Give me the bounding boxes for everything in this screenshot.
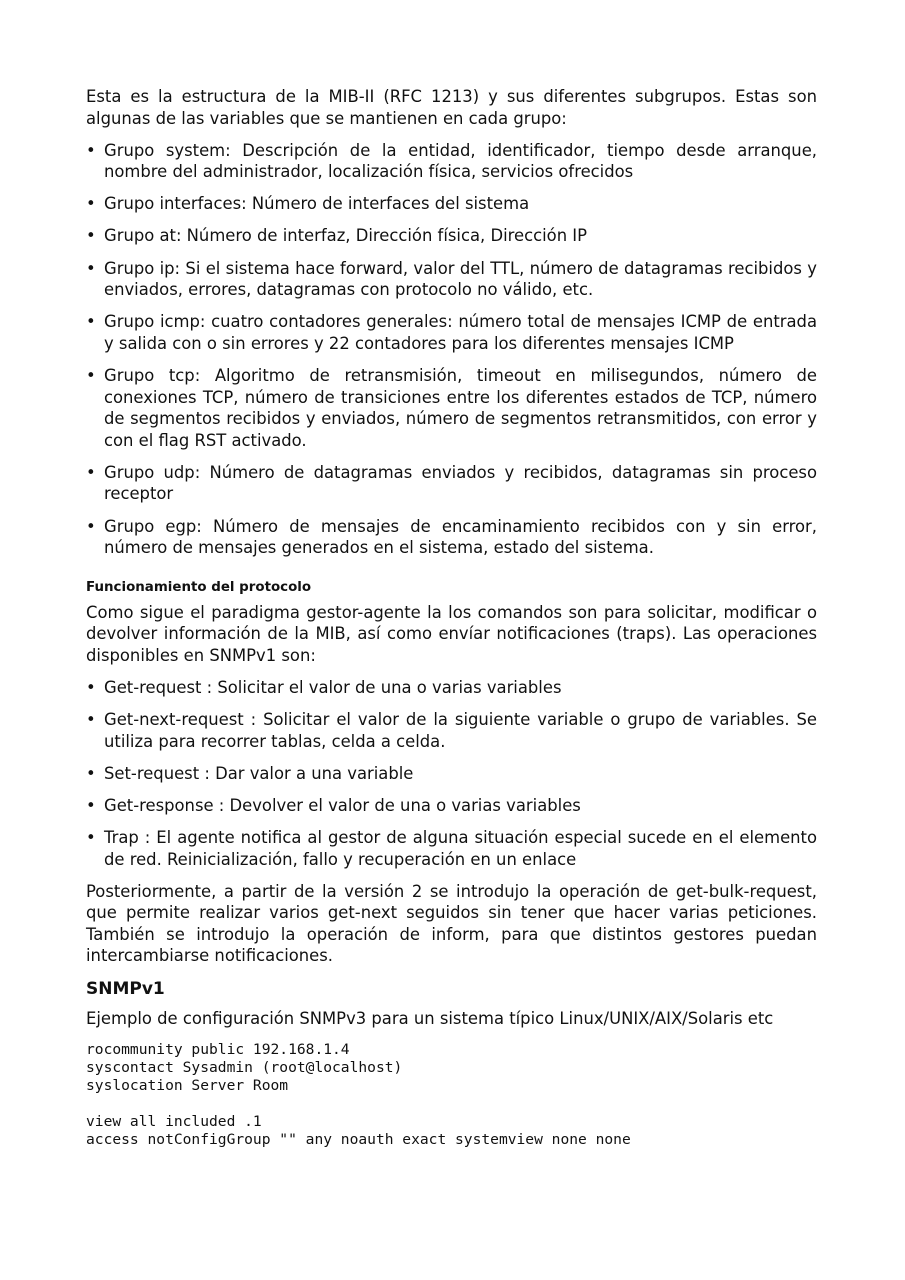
list-item-text: Grupo at: Número de interfaz, Dirección física, Dirección IP: [104, 226, 588, 246]
bullet-icon: •: [86, 312, 96, 332]
bullet-icon: •: [86, 462, 96, 482]
list-item: [86, 311, 817, 354]
list-item: [86, 193, 817, 215]
intro-paragraph: Esta es la estructura de la MIB-II (RFC 1213) y sus diferentes subgrupos. Estas son algunas de las variables que se mantienen en cada grupo:: [86, 87, 817, 128]
list-item-text: Set-request : Dar valor a una variable: [104, 763, 414, 783]
bullet-icon: •: [86, 677, 96, 697]
snmp-heading: SNMPv1: [86, 978, 165, 999]
bullet-icon: •: [86, 795, 96, 815]
list-item-text: Grupo icmp: cuatro contadores generales: número total de mensajes ICMP de entrada y salida con o sin errores y 22 contadores para los diferentes mensajes ICMP: [104, 312, 817, 353]
bullet-icon: •: [86, 140, 96, 160]
list-item: [86, 763, 817, 785]
list-item-text: Trap : El agente notifica al gestor de alguna situación especial sucede en el elemento de red. Reinicialización, fallo y recuperación en un enlace: [104, 827, 817, 869]
list-item: [86, 709, 817, 752]
list-item-text: Get-request : Solicitar el valor de una o varias variables: [104, 677, 562, 697]
document-page: [86, 86, 817, 1149]
mib-groups-list: [86, 140, 817, 559]
list-item-text: Grupo system: Descripción de la entidad, identificador, tiempo desde arranque, nombre del administrador, localización física, servicios ofrecidos: [104, 140, 817, 182]
list-item: [86, 827, 817, 870]
list-item-text: Get-response : Devolver el valor de una o varias variables: [104, 795, 581, 815]
bullet-icon: •: [86, 763, 96, 783]
bullet-icon: •: [86, 258, 96, 278]
list-item-text: Grupo interfaces: Número de interfaces del sistema: [104, 194, 530, 214]
example-intro-paragraph: Ejemplo de configuración SNMPv3 para un sistema típico Linux/UNIX/AIX/Solaris etc: [86, 1008, 774, 1028]
section-intro-paragraph: Como sigue el paradigma gestor-agente la los comandos son para solicitar, modificar o devolver información de la MIB, así como envíar notificaciones (traps). Las operaciones disponibles en SNMPv1 son:: [86, 602, 817, 665]
list-item-text: Grupo egp: Número de mensajes de encaminamiento recibidos con y sin error, número de mensajes generados en el sistema, estado del sistema.: [104, 516, 817, 558]
list-item: [86, 258, 817, 301]
bullet-icon: •: [86, 194, 96, 214]
bullet-icon: •: [86, 710, 96, 730]
list-item: [86, 462, 817, 505]
list-item-text: Get-next-request : Solicitar el valor de la siguiente variable o grupo de variables. Se utiliza para recorrer tablas, celda a celda.: [104, 710, 817, 751]
config-code-block: rocommunity public 192.168.1.4 syscontact Sysadmin (root@localhost) syslocation Server Room view all included .1 access notConfigGroup "" any noauth exact systemview none none: [86, 1041, 631, 1149]
list-item: [86, 225, 817, 247]
section-heading: Funcionamiento del protocolo: [86, 579, 312, 595]
bullet-icon: •: [86, 516, 96, 536]
list-item: [86, 140, 817, 183]
bullet-icon: •: [86, 827, 96, 847]
posterior-paragraph: Posteriormente, a partir de la versión 2 se introdujo la operación de get-bulk-request, que permite realizar varios get-next seguidos sin tener que hacer varias peticiones. También se introdujo la operación de inform, para que distintos gestores puedan intercambiarse notificaciones.: [86, 881, 817, 966]
list-item-text: Grupo tcp: Algoritmo de retransmisión, timeout en milisegundos, número de conexiones TCP, número de transiciones entre los diferentes estados de TCP, número de segmentos recibidos y enviados, número de segmentos retransmitidos, con error y con el flag RST activado.: [104, 365, 817, 450]
operations-list: [86, 677, 817, 870]
list-item: [86, 795, 817, 817]
list-item-text: Grupo udp: Número de datagramas enviados y recibidos, datagramas sin proceso receptor: [104, 462, 817, 504]
list-item-text: Grupo ip: Si el sistema hace forward, valor del TTL, número de datagramas recibidos y enviados, errores, datagramas con protocolo no válido, etc.: [104, 258, 817, 300]
bullet-icon: •: [86, 365, 96, 385]
list-item: [86, 516, 817, 559]
bullet-icon: •: [86, 226, 96, 246]
list-item: [86, 677, 817, 699]
list-item: [86, 365, 817, 451]
